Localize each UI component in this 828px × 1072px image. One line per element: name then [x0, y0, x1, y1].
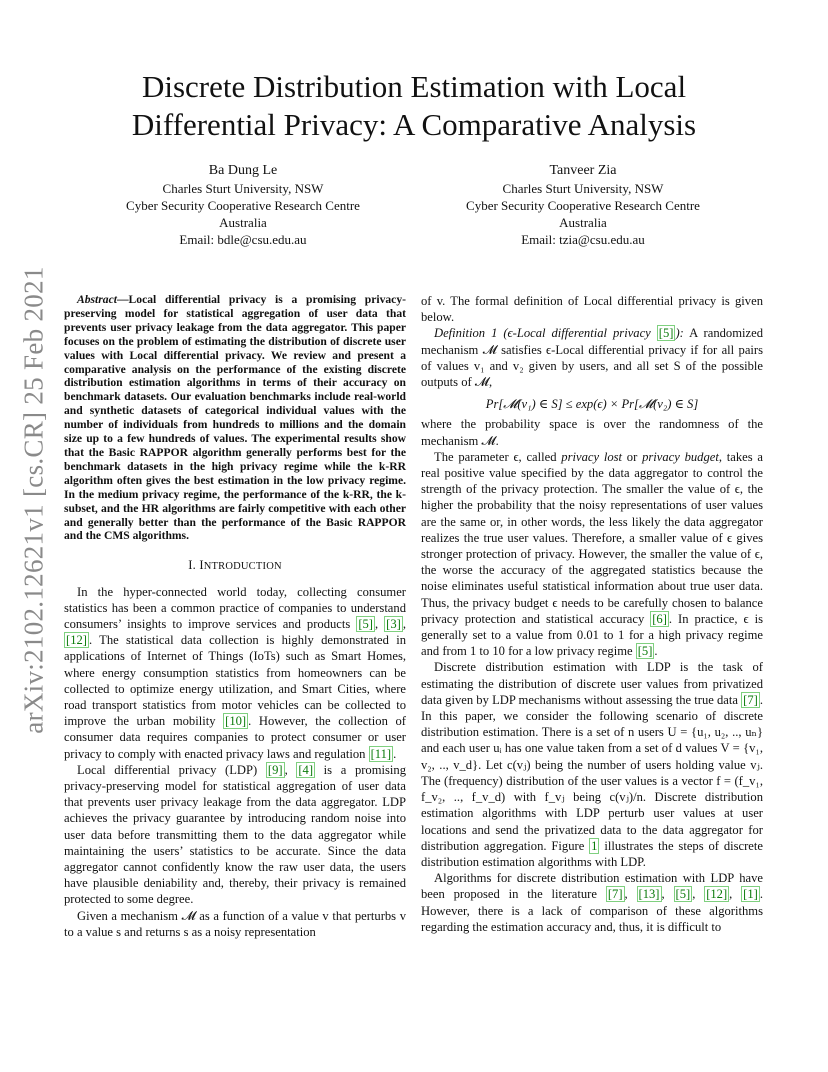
author-name: Ba Dung Le — [208, 163, 278, 178]
abstract — [64, 293, 406, 543]
citation-link[interactable]: [7] — [607, 887, 623, 902]
paper-title — [60, 68, 768, 144]
citation-link[interactable]: [5] — [658, 326, 674, 341]
intro-paragraph-2: Local differential privacy (LDP) [9] , [4] is a promising privacy-preserving model for statistical aggregation of user data that prevents user privacy leakage from the data aggregator. LDP achieves the privacy guarantee by introducing random noise into user data before transmitting them to the data aggregator while maintaining the users’ statistics to be accurate. Since the data aggregator cannot confidently know the raw user data, the users have plausible deniability and, thereby, their privacy is remained protected to some degree. — [64, 762, 407, 907]
citation-link[interactable]: [3] — [386, 616, 401, 631]
abstract-text: —Local differential privacy is a promising privacy-preserving model for statistical aggregation of user data that prevents user privacy leakage from the data aggregator. This paper focuses on the problem of estimating the distribution of discrete user values with Local differential privacy. We review and present a comparative analysis on the performance of the existing discrete distribution estimation algorithms in terms of their accuracy on benchmark datasets. Our evaluation benchmarks include real-world and synthetic datasets of categorical individual values with the number of individuals from hundreds to millions and the domain size up to a few hundreds of values. The experimental results show that the Basic RAPPOR algorithm generally performs best for the benchmark datasets in the high privacy regime while the k-RR algorithm often gives the best estimation in the low privacy regime. In the medium privacy regime, the performance of the k-RR, the k-subset, and the HR algorithms are fairly competitive with each other and generally better than the performance of the Basic RAPPOR and the CMS algorithms. — [64, 293, 406, 543]
citation-link[interactable]: [7] — [743, 692, 758, 707]
body-paragraph: where the probability space is over the randomness of the mechanism 𝓜. — [421, 417, 763, 448]
author-email: Email: bdle@csu.edu.au — [179, 232, 307, 247]
intro-paragraph-3: Given a mechanism 𝓜 as a function of a value v that perturbs v to a value s and returns s as a noisy representation — [64, 908, 406, 939]
author-affiliation: Cyber Security Cooperative Research Centre — [126, 198, 360, 213]
citation-link[interactable]: [9] — [267, 762, 283, 777]
body-paragraph: Discrete distribution estimation with LDP is the task of estimating the distribution of discrete user values from privatized data given by LDP mechanisms without assessing the true data [7] . In this paper, we consider the following scenario of discrete distribution estimation. There is a set of n users U = {u₁, u₂, .., uₙ} and each user uᵢ has one value taken from a set of d values V = {v₁, v₂, .., v_d}. Let c(vⱼ) being the number of users holding value vⱼ. The (frequency) distribution of the user values is a vector f = (f_v₁, f_v₂, .., f_v_d) with f_vⱼ being c(vⱼ)/n. Discrete distribution estimation algorithms with LDP perturb user values at user locations and send the privatized data to the data aggregator for distribution aggregation. Figure 1 illustrates the steps of discrete distribution estimation algorithms with LDP. — [421, 660, 763, 869]
citation-link[interactable]: [13] — [638, 887, 660, 902]
citation-link[interactable]: [6] — [652, 611, 667, 626]
citation-link[interactable]: [12] — [66, 633, 87, 648]
title-line-2: Differential Privacy: A Comparative Analysis — [131, 107, 697, 142]
author-affiliation: Charles Sturt University, NSW — [162, 181, 324, 196]
citation-link[interactable]: [5] — [637, 644, 653, 659]
author-affiliation: Cyber Security Cooperative Research Centre — [466, 198, 700, 213]
citation-link[interactable]: [11] — [370, 746, 392, 761]
definition-1: Definition 1 (ϵ-Local differential privacy [5] ): A randomized mechanism 𝓜 satisfies ϵ-Local differential privacy if for all pairs of values v₁ and v₂ given by users, and all set S of the possible outputs of 𝓜, — [421, 326, 763, 390]
abstract-label: Abstract — [77, 293, 117, 306]
section-heading-introduction: I. INTRODUCTION — [188, 558, 282, 573]
author-name: Tanveer Zia — [549, 163, 617, 178]
citation-link[interactable]: [5] — [358, 616, 373, 631]
author-1 — [78, 162, 408, 248]
right-column — [421, 293, 763, 935]
author-2 — [418, 162, 748, 248]
author-country: Australia — [219, 215, 267, 230]
citation-link[interactable]: [5] — [675, 887, 691, 902]
arxiv-identifier — [14, 266, 54, 734]
left-column — [64, 293, 406, 940]
citation-link[interactable]: [4] — [298, 762, 314, 777]
citation-link[interactable]: [1] — [743, 887, 758, 902]
equation: Pr[𝓜(v₁) ∈ S] ≤ exp(ϵ) × Pr[𝓜(v₂) ∈ S] — [485, 397, 699, 412]
citation-link[interactable]: [10] — [225, 714, 247, 729]
body-paragraph: The parameter ϵ, called privacy lost or privacy budget, takes a real positive value specified by the data aggregator to control the strength of the privacy protection. The smaller the value of ϵ, the higher the probability that the noisy representations of user values are the same or, in other words, the less likely the data aggregator realizes the true user values. Therefore, a smaller value of ϵ gives stronger protection of privacy. However, the smaller the value of ϵ, the worse the accuracy of the aggregated statistics because the noise eliminates useful statistical information about true user data. Thus, the privacy budget ϵ needs to be carefully chosen to balance privacy protection and statistical accuracy [6] . In practice, ϵ is generally set to a value from 0.01 to 1 for a high privacy regime and from 1 to 10 for a low privacy regime [5] . — [421, 449, 764, 659]
title-line-1: Discrete Distribution Estimation with Local — [141, 69, 687, 104]
body-paragraph: Algorithms for discrete distribution estimation with LDP have been proposed in the literature [7] , [13] , [5] , [12] , [1] . However, there is a lack of comparison of these algorithms regarding the estimation accuracy and, thus, it is difficult to — [421, 871, 764, 934]
figure-link[interactable]: 1 — [591, 838, 598, 853]
author-email: Email: tzia@csu.edu.au — [521, 232, 645, 247]
citation-link[interactable]: [12] — [706, 887, 728, 902]
author-affiliation: Charles Sturt University, NSW — [502, 181, 664, 196]
body-paragraph: of v. The formal definition of Local differential privacy is given below. — [421, 294, 763, 325]
intro-paragraph-1: In the hyper-connected world today, collecting consumer statistics has been a common practice of companies to understand consumers’ insights to improve services and products [5] , [3] , [12] . The statistical data collection is highly demonstrated in applications of Internet of Things (IoTs) such as Smart Homes, where energy consumption statistics from homeowners can be collected to optimize energy utilization, and Smart Cities, where road transport statistics from motor vehicles can be collected to improve the urban mobility [10] . However, the collection of consumer data requires companies to protect consumer or user privacy to comply with enacted privacy laws and regulation [11] . — [64, 584, 407, 761]
arxiv-id-text: arXiv:2102.12621v1 [cs.CR] 25 Feb 2021 — [18, 266, 49, 734]
author-country: Australia — [559, 215, 607, 230]
